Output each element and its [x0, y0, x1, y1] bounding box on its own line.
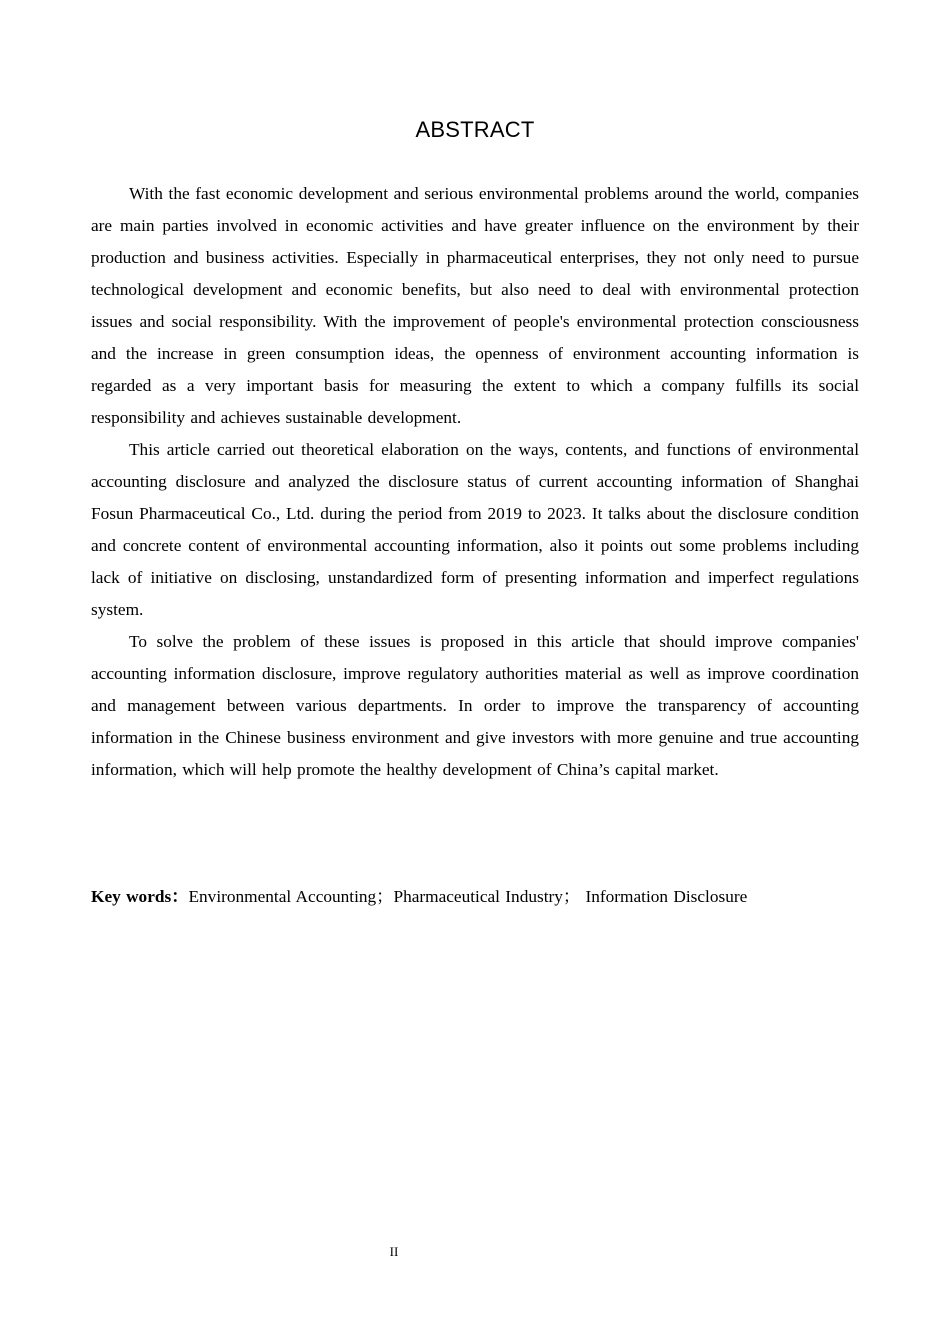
abstract-paragraph-3: To solve the problem of these issues is proposed in this article that should improve companies' accounting information disclosure, improve regulatory authorities material as well as improve coordination and management between various departments. In order to improve the transparency of accounting information in the Chinese business environment and give investors with more genuine and true accounting information, which will help promote the healthy development of China’s capital market. [91, 632, 859, 779]
abstract-body [91, 178, 859, 786]
page-number: II [389, 1244, 399, 1259]
keywords-label: Key words： [91, 887, 189, 906]
keywords-list: Environmental Accounting；Pharmaceutical Industry； Information Disclosure [188, 887, 748, 906]
abstract-paragraph-1: With the fast economic development and serious environmental problems around the world, companies are main parties involved in economic activities and have greater influence on the environment by their production and business activities. Especially in pharmaceutical enterprises, they not only need to pursue technological development and economic benefits, but also need to deal with environmental protection issues and social responsibility. With the improvement of people's environmental protection consciousness and the increase in green consumption ideas, the openness of environment accounting information is regarded as a very important basis for measuring the extent to which a company fulfills its social responsibility and achieves sustainable development. [91, 184, 859, 427]
abstract-paragraph-2: This article carried out theoretical elaboration on the ways, contents, and functions of environmental accounting disclosure and analyzed the disclosure status of current accounting information of Shanghai Fosun Pharmaceutical Co., Ltd. during the period from 2019 to 2023. It talks about the disclosure condition and concrete content of environmental accounting information, also it points out some problems including lack of initiative on disclosing, unstandardized form of presenting information and imperfect regulations system. [91, 440, 859, 619]
keywords-line [91, 881, 891, 913]
abstract-title: ABSTRACT [415, 117, 535, 142]
